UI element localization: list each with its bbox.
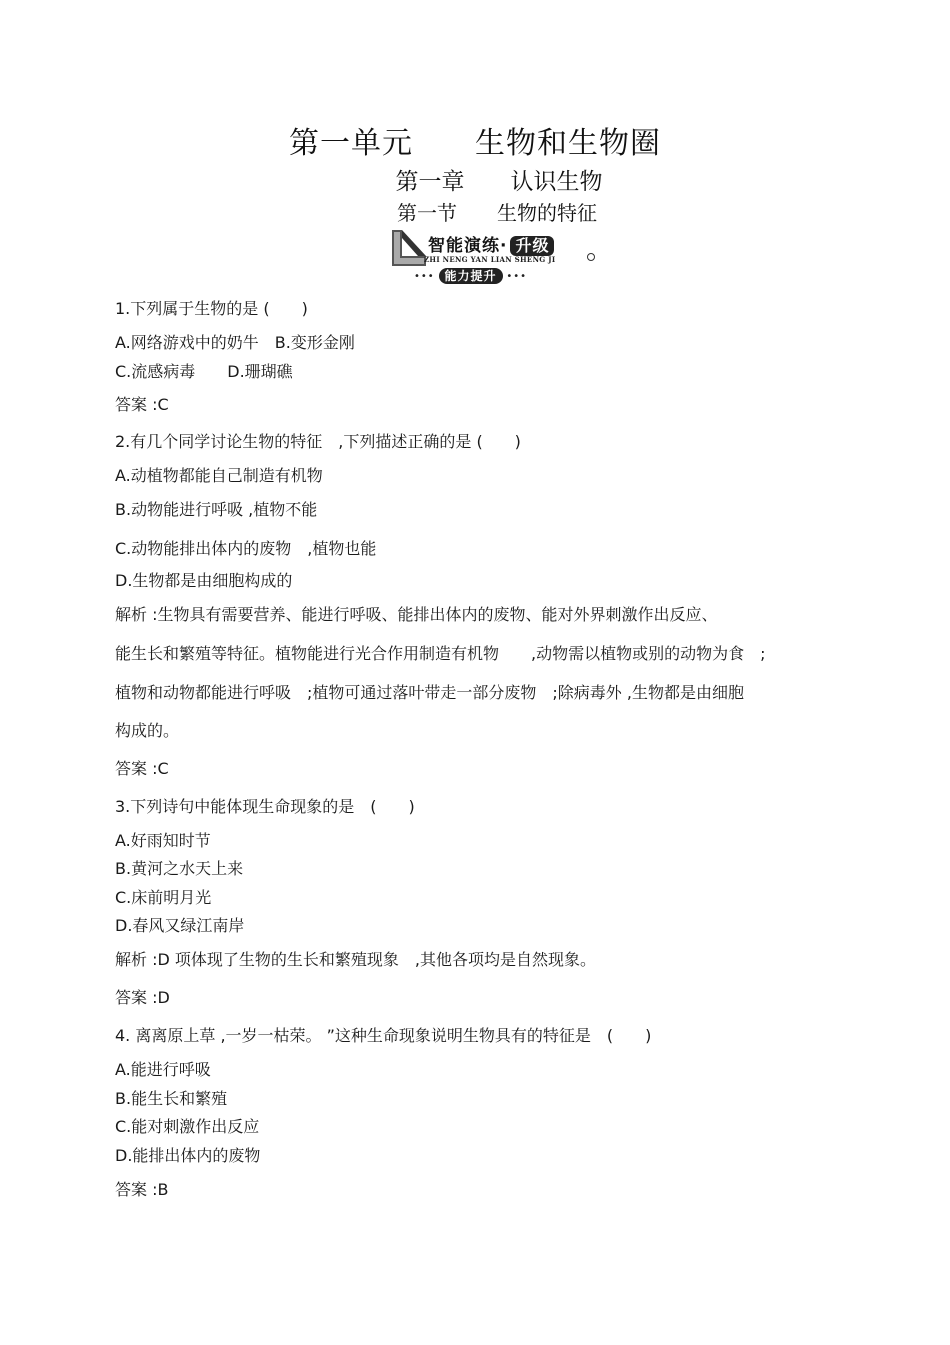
question-4-answer: 答案 :B: [115, 1180, 169, 1199]
question-2-option-b: B.动物能进行呼吸 ,植物不能: [115, 500, 318, 519]
question-2-analysis-3: 植物和动物都能进行呼吸 ;植物可通过落叶带走一部分废物 ;除病毒外 ,生物都是由细胞: [115, 683, 744, 702]
question-4-option-c: C.能对刺激作出反应: [115, 1117, 260, 1136]
question-3-option-d: D.春风又绿江南岸: [115, 916, 245, 935]
banner-dots-left: •••: [414, 271, 435, 282]
question-2-option-c: C.动物能排出体内的废物 ,植物也能: [115, 539, 377, 558]
banner-dots-right: •••: [506, 271, 528, 282]
banner-sub-label: 能力提升: [439, 268, 503, 284]
question-3-option-b: B.黄河之水天上来: [115, 859, 244, 878]
banner-pinyin: ZHI NENG YAN LIAN SHENG JI: [424, 255, 556, 264]
question-2-analysis-2: 能生长和繁殖等特征。植物能进行光合作用制造有机物 ,动物需以植物或别的动物为食 ;: [115, 644, 766, 663]
question-3-option-a: A.好雨知时节: [115, 831, 211, 850]
question-1-options-cd: C.流感病毒 D.珊瑚礁: [115, 362, 293, 381]
question-4-option-a: A.能进行呼吸: [115, 1060, 211, 1079]
practice-banner: [388, 226, 598, 290]
question-4-option-b: B.能生长和繁殖: [115, 1089, 228, 1108]
banner-logo-icon: [388, 226, 428, 270]
banner-sub: [414, 268, 527, 284]
section-title: 第一节 生物的特征: [397, 201, 597, 225]
question-2-answer: 答案 :C: [115, 759, 169, 778]
question-2-option-a: A.动植物都能自己制造有机物: [115, 466, 323, 485]
chapter-title: 第一章 认识生物: [395, 169, 603, 195]
question-3-option-c: C.床前明月光: [115, 888, 212, 907]
question-4-option-d: D.能排出体内的废物: [115, 1146, 261, 1165]
question-2-stem: 2.有几个同学讨论生物的特征 ,下列描述正确的是 ( ): [115, 432, 521, 451]
question-3-analysis: 解析 :D 项体现了生物的生长和繁殖现象 ,其他各项均是自然现象。: [115, 950, 596, 969]
question-3-stem: 3.下列诗句中能体现生命现象的是 ( ): [115, 797, 415, 816]
question-2-analysis-1: 解析 :生物具有需要营养、能进行呼吸、能排出体内的废物、能对外界刺激作出反应、: [115, 605, 718, 624]
question-1-answer: 答案 :C: [115, 395, 169, 414]
banner-main-text: 智能演练·: [428, 236, 508, 256]
question-3-answer: 答案 :D: [115, 988, 170, 1007]
banner-badge: 升级: [510, 236, 554, 256]
question-1-stem: 1.下列属于生物的是 ( ): [115, 299, 308, 318]
unit-title: 第一单元 生物和生物圈: [289, 126, 661, 161]
question-2-analysis-4: 构成的。: [115, 721, 180, 740]
question-1-options-ab: A.网络游戏中的奶牛 B.变形金刚: [115, 333, 355, 352]
question-4-stem: 4. 离离原上草 ,一岁一枯荣。 ”这种生命现象说明生物具有的特征是 ( ): [115, 1026, 652, 1045]
banner-main: [428, 231, 554, 256]
banner-circle-icon: [586, 252, 596, 262]
question-2-option-d: D.生物都是由细胞构成的: [115, 571, 293, 590]
